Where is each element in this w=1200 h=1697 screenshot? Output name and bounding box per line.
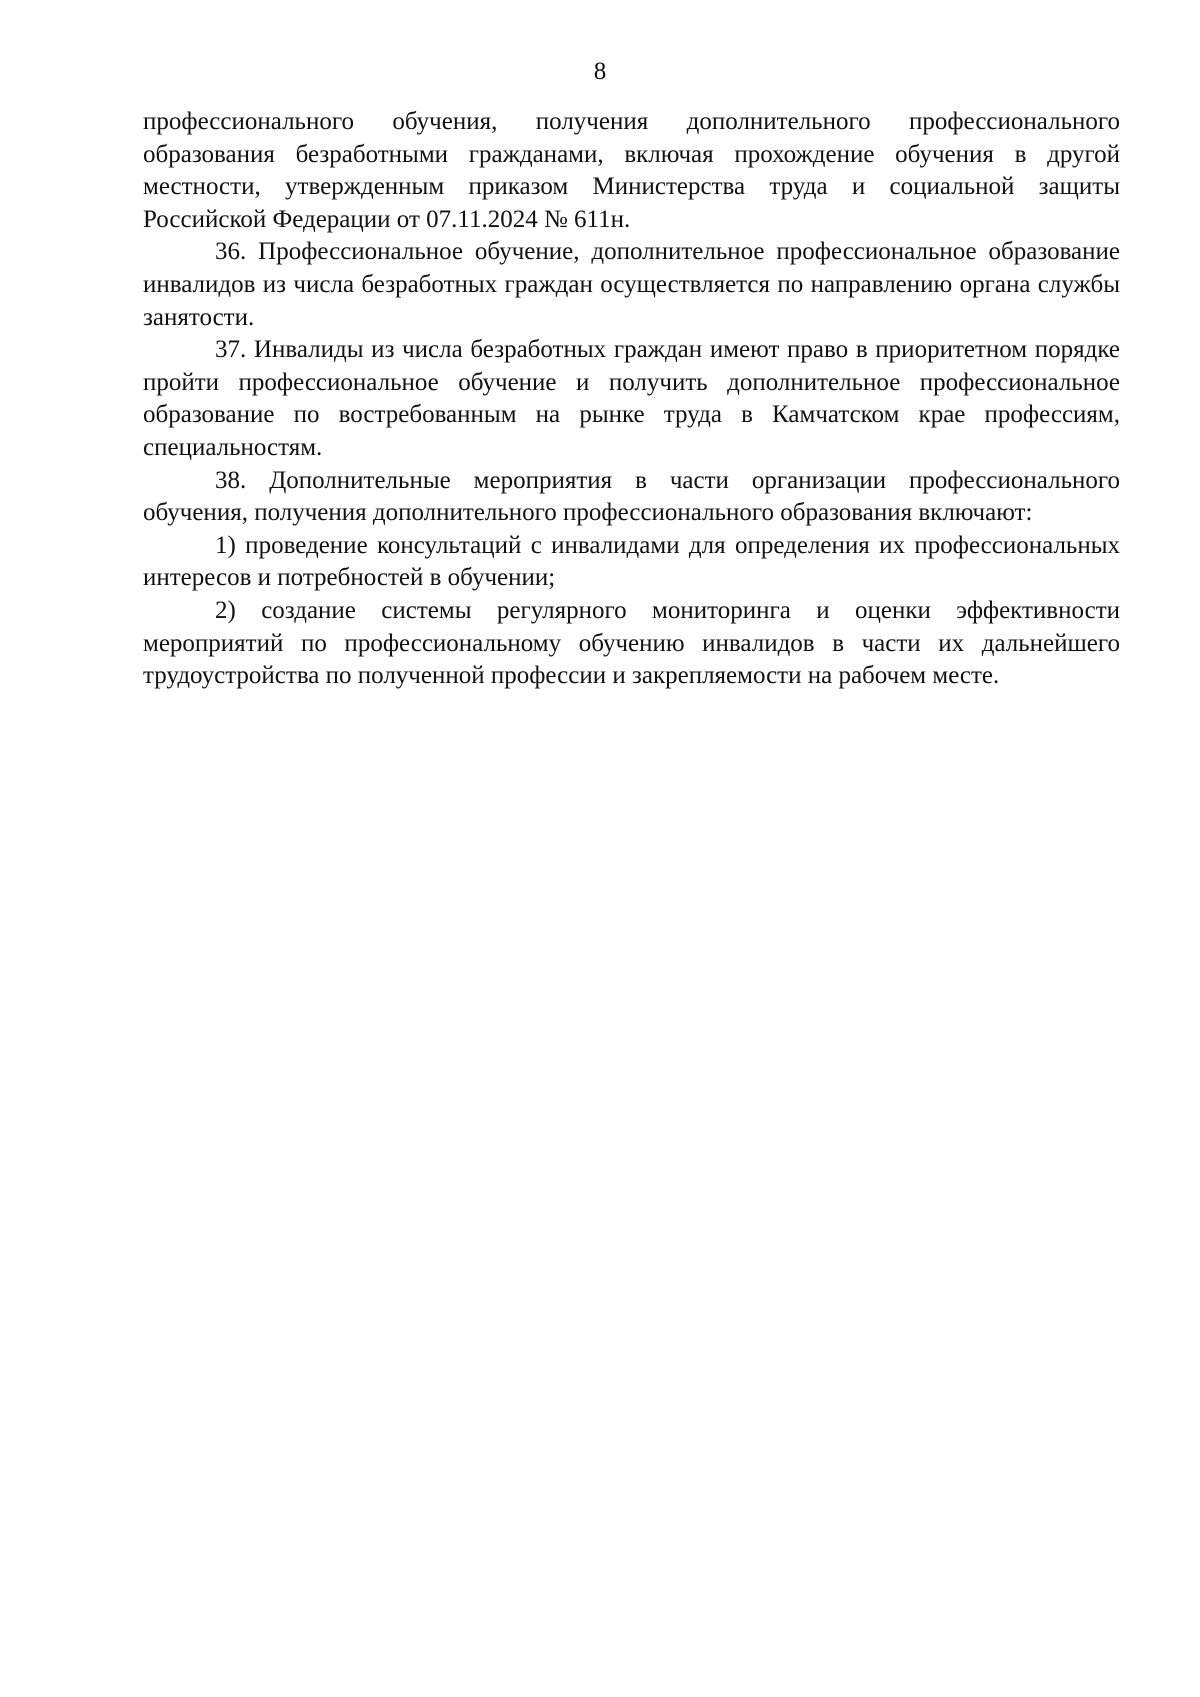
document-body bbox=[143, 106, 1120, 693]
page-number: 8 bbox=[593, 58, 607, 85]
paragraph-item-36: 36. Профессиональное обучение, дополнительное профессиональное образование инвалидов из числа безработных граждан осуществляется по направлению органа службы занятости. bbox=[143, 238, 1120, 331]
paragraph-continuation: профессионального обучения, получения дополнительного профессионального образования безработными гражданами, включая прохождение обучения в другой местности, утвержденным приказом Министерства труда и социальной защиты Российской Федерации от 07.11.2024 № 611н. bbox=[143, 108, 1120, 233]
paragraph-item-37: 37. Инвалиды из числа безработных граждан имеют право в приоритетном порядке пройти профессиональное обучение и получить дополнительное профессиональное образование по востребованным на рынке труда в Камчатском крае профессиям, специальностям. bbox=[143, 336, 1120, 461]
list-item-1: 1) проведение консультаций с инвалидами для определения их профессиональных интересов и потребностей в обучении; bbox=[143, 531, 1120, 592]
paragraph-item-38: 38. Дополнительные мероприятия в части организации профессионального обучения, получения дополнительного профессионального образования включают: bbox=[143, 466, 1120, 527]
list-item-2: 2) создание системы регулярного мониторинга и оценки эффективности мероприятий по профессиональному обучению инвалидов в части их дальнейшего трудоустройства по полученной профессии и закрепляемости на рабочем месте. bbox=[143, 596, 1120, 690]
